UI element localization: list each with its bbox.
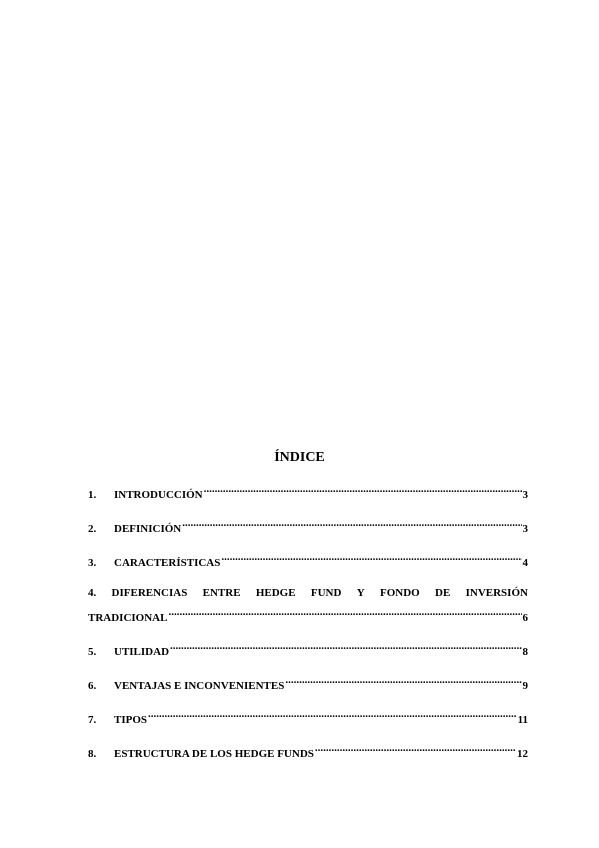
toc-entry-4-line2[interactable] xyxy=(88,607,528,625)
toc-entry-page: 11 xyxy=(517,714,528,726)
toc-entry-number: 5. xyxy=(88,646,97,658)
dot-leader xyxy=(170,641,521,655)
toc-entry-page: 9 xyxy=(522,680,528,692)
toc-entry-number: 8. xyxy=(88,748,97,760)
toc-entry-word: FUND xyxy=(310,587,342,599)
dot-leader xyxy=(148,709,517,723)
toc-entry-word: FONDO xyxy=(379,587,420,599)
toc-entry-6[interactable] xyxy=(88,675,528,693)
toc-entry-8[interactable] xyxy=(88,743,528,761)
toc-entry-label: TRADICIONAL xyxy=(88,612,168,624)
toc-entry-label: ESTRUCTURA DE LOS HEDGE FUNDS xyxy=(114,748,314,760)
toc-entry-page: 3 xyxy=(522,489,528,501)
toc-entry-number: 4. xyxy=(88,587,97,599)
dot-leader xyxy=(221,552,521,566)
dot-leader xyxy=(204,484,522,498)
toc-entry-number: 7. xyxy=(88,714,97,726)
toc-entry-word: INVERSIÓN xyxy=(465,587,528,599)
toc-entry-number: 6. xyxy=(88,680,97,692)
page-title: ÍNDICE xyxy=(274,450,325,465)
toc-entry-4-line1[interactable] xyxy=(88,586,528,600)
toc-entry-label: VENTAJAS E INCONVENIENTES xyxy=(114,680,285,692)
toc-entry-7[interactable] xyxy=(88,709,528,727)
toc-entry-page: 12 xyxy=(517,748,528,760)
toc-entry-number: 3. xyxy=(88,557,97,569)
toc-entry-word: Y xyxy=(356,587,365,599)
toc-entry-word: ENTRE xyxy=(202,587,241,599)
toc-entry-label: CARACTERÍSTICAS xyxy=(114,557,221,569)
toc-entry-page: 6 xyxy=(522,612,528,624)
toc-entry-5[interactable] xyxy=(88,641,528,659)
toc-entry-label: TIPOS xyxy=(114,714,148,726)
toc-entry-page: 3 xyxy=(522,523,528,535)
toc-entry-number: 1. xyxy=(88,489,97,501)
toc-entry-number: 2. xyxy=(88,523,97,535)
dot-leader xyxy=(285,675,521,689)
dot-leader xyxy=(182,518,521,532)
toc-entry-label: DEFINICIÓN xyxy=(114,523,182,535)
dot-leader xyxy=(315,743,516,757)
toc-entry-label: UTILIDAD xyxy=(114,646,170,658)
toc-entry-3[interactable] xyxy=(88,552,528,570)
toc-entry-page: 8 xyxy=(522,646,528,658)
toc-entry-word: DE xyxy=(435,587,451,599)
dot-leader xyxy=(168,607,521,621)
toc-entry-label: INTRODUCCIÓN xyxy=(114,489,203,501)
toc-entry-1[interactable] xyxy=(88,484,528,502)
toc-entry-word: HEDGE xyxy=(255,587,296,599)
toc-entry-2[interactable] xyxy=(88,518,528,536)
toc-entry-page: 4 xyxy=(522,557,528,569)
toc-entry-word: DIFERENCIAS xyxy=(111,587,188,599)
